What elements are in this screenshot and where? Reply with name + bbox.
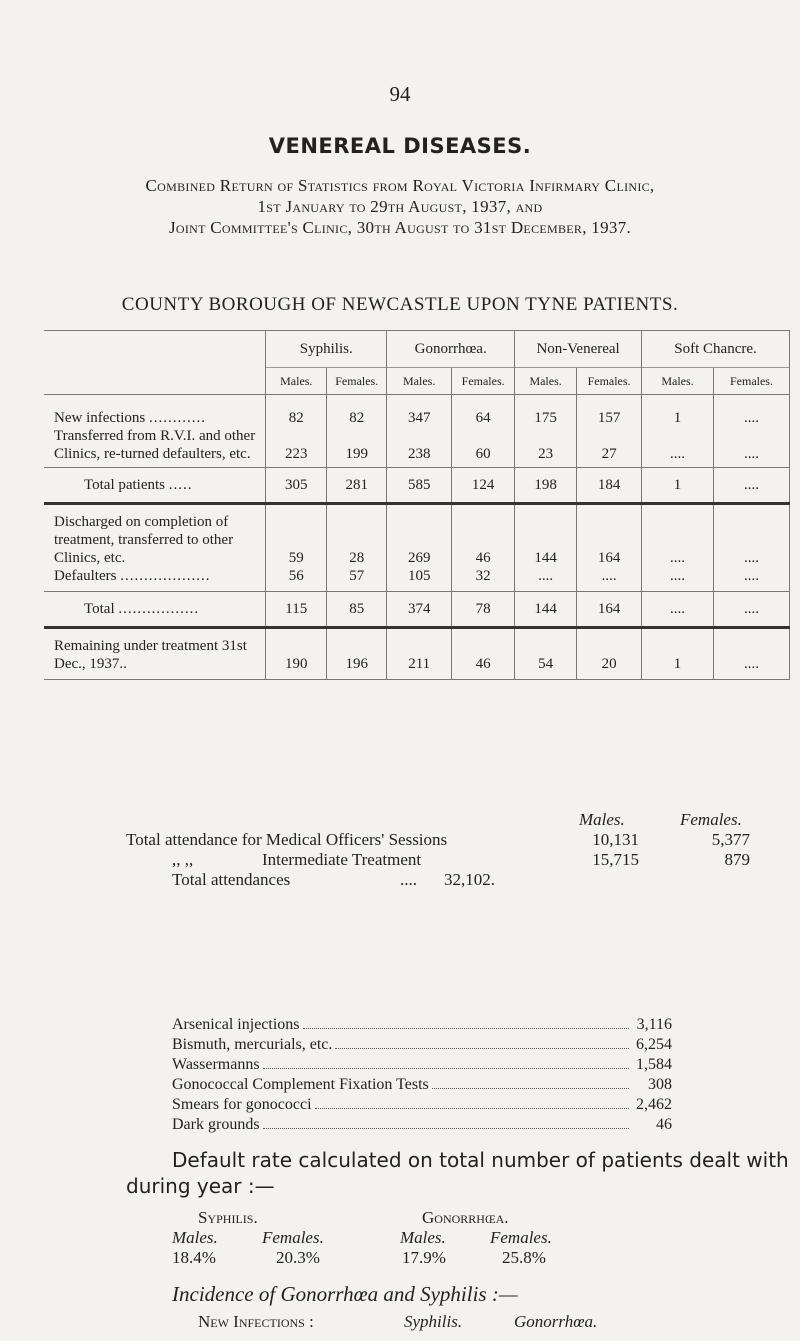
table-cell: .... <box>713 468 789 504</box>
page-title: VENEREAL DISEASES. <box>268 134 532 158</box>
table-cell: .... <box>642 504 714 568</box>
subhead: Males. <box>642 368 714 395</box>
table-cell: 20 <box>577 628 642 680</box>
list-item <box>172 1035 672 1055</box>
table-cell: 199 <box>327 427 387 468</box>
item-value: 3,116 <box>636 1016 672 1033</box>
default-syphilis-head: Syphilis. <box>198 1208 258 1227</box>
item-name: Bismuth, mercurials, etc. <box>172 1036 333 1053</box>
item-value: 308 <box>648 1076 672 1093</box>
list-item <box>172 1055 672 1075</box>
att-row3-value: 32,102. <box>444 870 495 889</box>
table-cell: 374 <box>387 592 452 628</box>
att-row1-males: 10,131 <box>592 830 639 849</box>
incidence-col-gon: Gonorrhœa. <box>514 1312 598 1331</box>
att-row2-males: 15,715 <box>592 850 639 869</box>
subhead: Females. <box>327 368 387 395</box>
table-cell: 347 <box>387 409 452 427</box>
table-cell: 28 <box>327 504 387 568</box>
table-cell: .... <box>713 409 789 427</box>
page-number: 94 <box>389 82 411 106</box>
table-cell: 46 <box>452 504 515 568</box>
table-cell: .... <box>713 592 789 628</box>
table-cell: 115 <box>266 592 327 628</box>
row-label: Remaining under treatment 31st Dec., 1937.. <box>44 628 266 680</box>
list-item <box>172 1115 672 1135</box>
row-label: Total patients <box>84 477 166 493</box>
subhead: Males. <box>266 368 327 395</box>
table-cell: .... <box>642 427 714 468</box>
table-cell: 281 <box>327 468 387 504</box>
patients-table <box>44 330 790 680</box>
table-cell: 238 <box>387 427 452 468</box>
item-value: 2,462 <box>636 1096 672 1113</box>
subtitle-line-1: Combined Return of Statistics from Royal Victoria Infirmary Clinic, <box>145 176 655 195</box>
default-gon-females: 25.8% <box>502 1248 546 1267</box>
table-cell: 175 <box>515 409 577 427</box>
row-label: Total <box>84 601 115 617</box>
table-cell: 82 <box>327 409 387 427</box>
att-row2-females: 879 <box>724 850 750 869</box>
table-cell: 27 <box>577 427 642 468</box>
table-cell: 23 <box>515 427 577 468</box>
section-title: COUNTY BOROUGH OF NEWCASTLE UPON TYNE PATIENTS. <box>121 294 679 315</box>
table-cell: 85 <box>327 592 387 628</box>
table-cell: 1 <box>642 628 714 680</box>
table-cell: 82 <box>266 409 327 427</box>
item-name: Gonococcal Complement Fixation Tests <box>172 1076 429 1093</box>
table-cell: 164 <box>577 592 642 628</box>
row-label: New infections <box>54 410 146 426</box>
default-syph-males-label: Males. <box>172 1228 218 1247</box>
table-cell: .... <box>577 567 642 592</box>
table-cell: .... <box>515 567 577 592</box>
subhead: Males. <box>515 368 577 395</box>
item-name: Dark grounds <box>172 1116 260 1133</box>
table-cell: 198 <box>515 468 577 504</box>
list-item <box>172 1095 672 1115</box>
item-value: 6,254 <box>636 1036 672 1053</box>
table-cell: 46 <box>452 628 515 680</box>
group-soft-chancre: Soft Chancre. <box>642 331 790 368</box>
table-cell: .... <box>713 504 789 568</box>
item-value: 46 <box>656 1116 672 1133</box>
default-syph-females-label: Females. <box>262 1228 324 1247</box>
default-gon-females-label: Females. <box>490 1228 552 1247</box>
table-cell: .... <box>642 567 714 592</box>
table-row: Total ................. 115 85 374 78 144 164 .... .... <box>44 592 790 628</box>
table-cell: 64 <box>452 409 515 427</box>
table-cell: 164 <box>577 504 642 568</box>
att-row3-dots: .... <box>400 870 417 889</box>
table-cell: .... <box>713 628 789 680</box>
group-gonorrhoea: Gonorrhœa. <box>387 331 515 368</box>
group-syphilis: Syphilis. <box>266 331 387 368</box>
att-row2-label: Intermediate Treatment <box>262 850 422 869</box>
group-non-venereal: Non-Venereal <box>515 331 642 368</box>
incidence-heading: Incidence of Gonorrhœa and Syphilis :— <box>172 1282 518 1306</box>
item-name: Wassermanns <box>172 1056 260 1073</box>
incidence-new-infections: New Infections : <box>198 1312 314 1331</box>
table-cell: 223 <box>266 427 327 468</box>
table-cell: 190 <box>266 628 327 680</box>
subhead: Females. <box>713 368 789 395</box>
table-cell: 54 <box>515 628 577 680</box>
subtitle-line-2: 1st January to 29th August, 1937, and <box>257 197 543 216</box>
row-label: Transferred from R.V.I. and other Clinics, re-turned defaulters, etc. <box>44 427 266 468</box>
table-cell: 196 <box>327 628 387 680</box>
default-syph-males: 18.4% <box>172 1248 216 1267</box>
table-row: Defaulters ................... 56 57 105 32 .... .... .... .... <box>44 567 790 592</box>
table-cell: 305 <box>266 468 327 504</box>
table-row <box>44 628 790 680</box>
table-cell: 60 <box>452 427 515 468</box>
default-rate-line2: during year :— <box>126 1174 275 1198</box>
table-cell: 59 <box>266 504 327 568</box>
table-cell: 269 <box>387 504 452 568</box>
subhead: Females. <box>577 368 642 395</box>
att-row3-label: Total attendances <box>172 870 291 889</box>
table-cell: 78 <box>452 592 515 628</box>
table-cell: 585 <box>387 468 452 504</box>
table-cell: 56 <box>266 567 327 592</box>
subhead: Males. <box>387 368 452 395</box>
row-label: Defaulters <box>54 568 117 584</box>
table-row: New infections ............ 82 82 347 64 175 157 1 .... <box>44 409 790 427</box>
incidence-col-syph: Syphilis. <box>404 1312 463 1331</box>
table-cell: 1 <box>642 468 714 504</box>
lab-items-list <box>172 1015 672 1135</box>
table-cell: 124 <box>452 468 515 504</box>
table-cell: .... <box>642 592 714 628</box>
table-row <box>44 504 790 568</box>
table-row <box>44 427 790 468</box>
item-name: Smears for gonococci <box>172 1096 312 1113</box>
default-syph-females: 20.3% <box>276 1248 320 1267</box>
table-cell: 32 <box>452 567 515 592</box>
list-item <box>172 1015 672 1035</box>
table-cell: 157 <box>577 409 642 427</box>
att-col-males: Males. <box>579 810 625 829</box>
table-cell: .... <box>713 567 789 592</box>
table-cell: 1 <box>642 409 714 427</box>
table-cell: 211 <box>387 628 452 680</box>
table-cell: .... <box>713 427 789 468</box>
subhead: Females. <box>452 368 515 395</box>
att-row2-ditto: ,, ,, <box>172 850 194 869</box>
table-cell: 144 <box>515 592 577 628</box>
default-gonorrhoea-head: Gonorrhœa. <box>422 1208 509 1227</box>
att-col-females: Females. <box>680 810 742 829</box>
item-value: 1,584 <box>636 1056 672 1073</box>
table-cell: 105 <box>387 567 452 592</box>
subtitle-line-3: Joint Committee's Clinic, 30th August to 31st December, 1937. <box>168 218 632 237</box>
table-cell: 57 <box>327 567 387 592</box>
row-label: Discharged on completion of treatment, transferred to other Clinics, etc. <box>54 514 234 566</box>
list-item <box>172 1075 672 1095</box>
table-cell: 144 <box>515 504 577 568</box>
table-cell: 184 <box>577 468 642 504</box>
item-name: Arsenical injections <box>172 1016 300 1033</box>
default-rate-line1: Default rate calculated on total number of patients dealt with <box>172 1148 789 1172</box>
table-row: Total patients ..... 305 281 585 124 198 184 1 .... <box>44 468 790 504</box>
default-gon-males-label: Males. <box>400 1228 446 1247</box>
att-row1-label: Total attendance for Medical Officers' Sessions <box>126 830 448 849</box>
default-gon-males: 17.9% <box>402 1248 446 1267</box>
att-row1-females: 5,377 <box>711 830 750 849</box>
